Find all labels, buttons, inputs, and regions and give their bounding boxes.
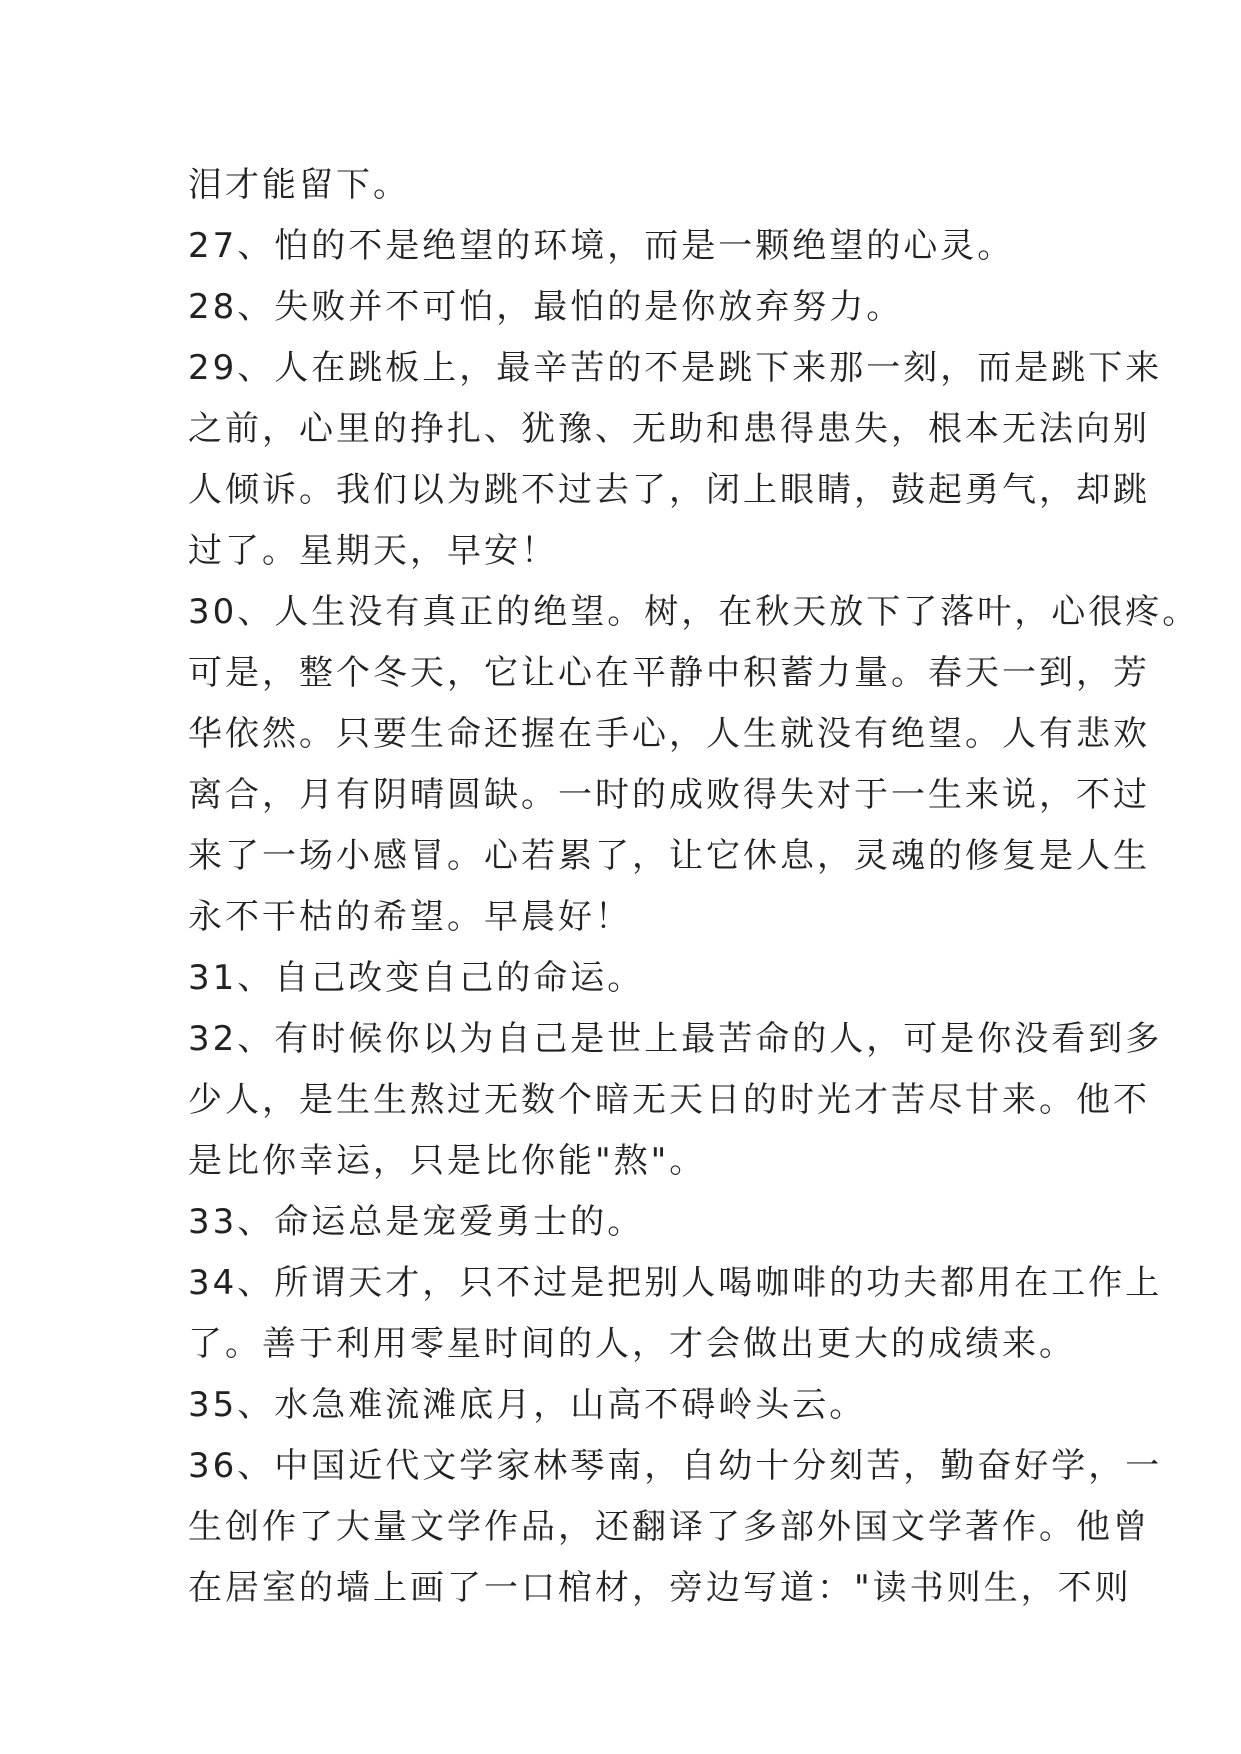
text-line: 人倾诉。我们以为跳不过去了，闭上眼睛，鼓起勇气，却跳 [188,470,1150,510]
text-line: 是比你幸运，只是比你能"熬"。 [188,1141,707,1181]
text-line: 泪才能留下。 [188,165,410,205]
text-line: 27、怕的不是绝望的环境，而是一颗绝望的心灵。 [188,226,1015,266]
text-line: 华依然。只要生命还握在手心，人生就没有绝望。人有悲欢 [188,714,1150,754]
document-body [188,155,1200,1619]
text-line: 32、有时候你以为自己是世上最苦命的人，可是你没看到多 [188,1019,1163,1059]
text-line: 过了。星期天，早安！ [188,531,558,571]
text-line: 离合，月有阴晴圆缺。一时的成败得失对于一生来说，不过 [188,775,1150,815]
text-line: 36、中国近代文学家林琴南，自幼十分刻苦，勤奋好学，一 [188,1446,1163,1486]
text-line: 永不干枯的希望。早晨好！ [188,897,632,937]
text-line: 来了一场小感冒。心若累了，让它休息，灵魂的修复是人生 [188,836,1150,876]
text-line: 35、水急难流滩底月，山高不碍岭头云。 [188,1385,867,1425]
text-line: 可是，整个冬天，它让心在平静中积蓄力量。春天一到，芳 [188,653,1150,693]
text-line: 31、自己改变自己的命运。 [188,958,645,998]
text-line: 在居室的墙上画了一口棺材，旁边写道："读书则生，不则 [188,1568,1132,1608]
text-line: 之前，心里的挣扎、犹豫、无助和患得患失，根本无法向别 [188,409,1150,449]
text-line: 30、人生没有真正的绝望。树，在秋天放下了落叶，心很疼。 [188,592,1200,632]
text-line: 少人，是生生熬过无数个暗无天日的时光才苦尽甘来。他不 [188,1080,1150,1120]
text-line: 33、命运总是宠爱勇士的。 [188,1202,645,1242]
text-line: 34、所谓天才，只不过是把别人喝咖啡的功夫都用在工作上 [188,1263,1163,1303]
text-line: 生创作了大量文学作品，还翻译了多部外国文学著作。他曾 [188,1507,1150,1547]
text-line: 28、失败并不可怕，最怕的是你放弃努力。 [188,287,904,327]
text-line: 29、人在跳板上，最辛苦的不是跳下来那一刻，而是跳下来 [188,348,1163,388]
text-line: 了。善于利用零星时间的人，才会做出更大的成绩来。 [188,1324,1076,1364]
